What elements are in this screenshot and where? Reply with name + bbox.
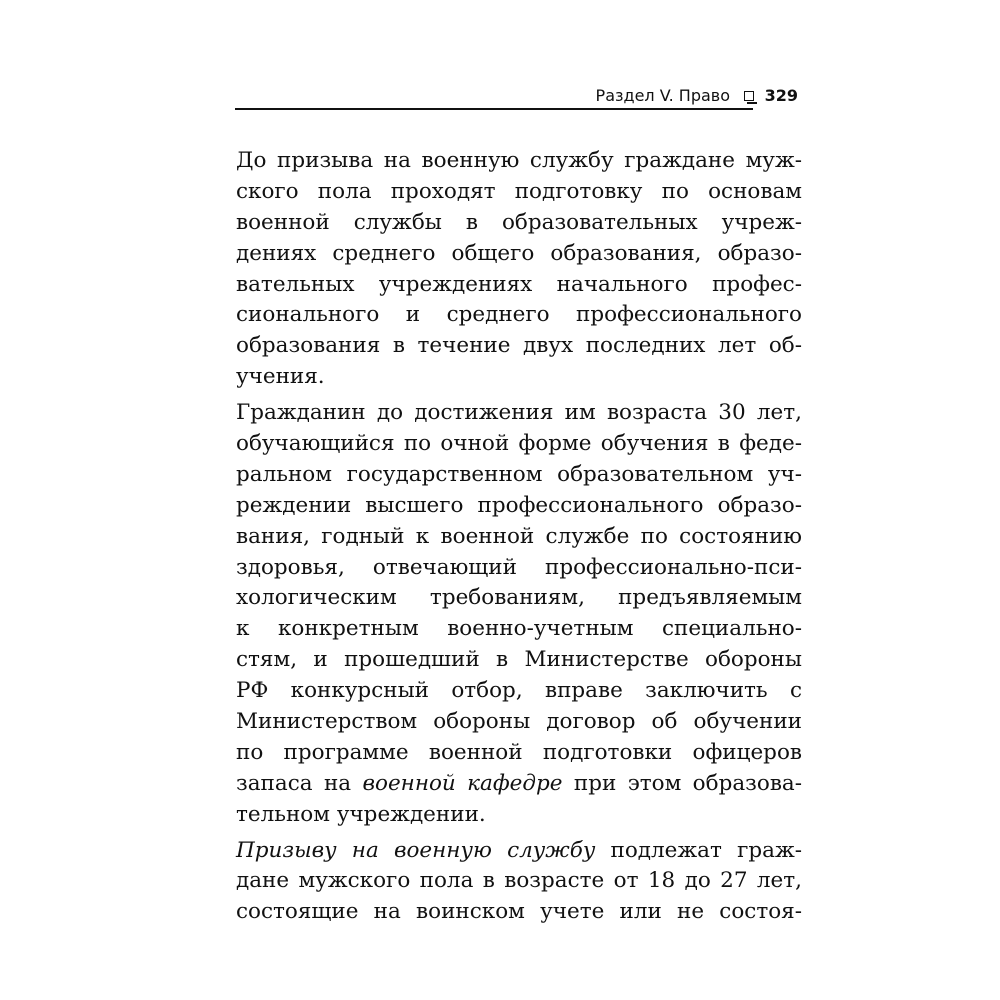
text-line: Министерством обороны договор об обучении [236,709,802,735]
text-line: Гражданин до достижения им возраста 30 лет, [236,400,802,426]
text-line: вательных учреждениях начального профес- [236,271,802,297]
text-line [236,836,802,867]
text-line: к конкретным военно-учетным специально- [236,616,802,642]
text-line: РФ конкурсный отбор, вправе заключить с [236,678,802,704]
text-line: состоящие на воинском учете или не состоя- [236,899,802,925]
text-line: военной службы в образовательных учреж- [236,209,802,235]
text-line: вания, годный к военной службе по состоянию [236,523,802,549]
text-line: хологическим требованиям, предъявляемым [236,585,802,611]
text-line: здоровья, отвечающий профессионально-пси- [236,554,802,580]
text-line: реждении высшего профессионального образо- [236,492,802,518]
text-line: ского пола проходят подготовку по основам [236,178,802,204]
text-line: образования в течение двух последних лет об- [236,333,802,359]
text-run: запаса на [236,770,363,796]
text-line: стям, и прошедший в Министерстве обороны [236,647,802,673]
running-header [235,84,800,110]
page-number: 329 [764,86,798,105]
text-line [236,769,802,800]
paragraph-2 [236,398,802,830]
body-text [236,146,802,928]
emphasis-term: Призыву на военную службу [236,837,596,863]
text-line: обучающийся по очной форме обучения в феде- [236,431,802,457]
header-rule [235,108,753,110]
emphasis-term: военной кафедре [362,770,563,796]
text-line: сионального и среднего профессионального [236,302,802,328]
text-line: по программе военной подготовки офицеров [236,739,802,765]
section-title: Раздел V. Право [595,86,730,105]
text-run: при этом образова- [562,770,803,796]
square-bullet-icon [744,91,754,101]
text-run: подлежат граж- [595,837,802,863]
text-line: тельном учреждении. [236,801,486,827]
paragraph-3 [236,836,802,929]
text-line: До призыва на военную службу граждане муж- [236,148,802,173]
text-line: учения. [236,364,325,390]
paragraph-1 [236,146,802,393]
text-line: ральном государственном образовательном уч- [236,461,802,487]
text-line: дениях среднего общего образования, образо- [236,240,802,266]
text-line: дане мужского пола в возрасте от 18 до 27 лет, [236,868,802,894]
